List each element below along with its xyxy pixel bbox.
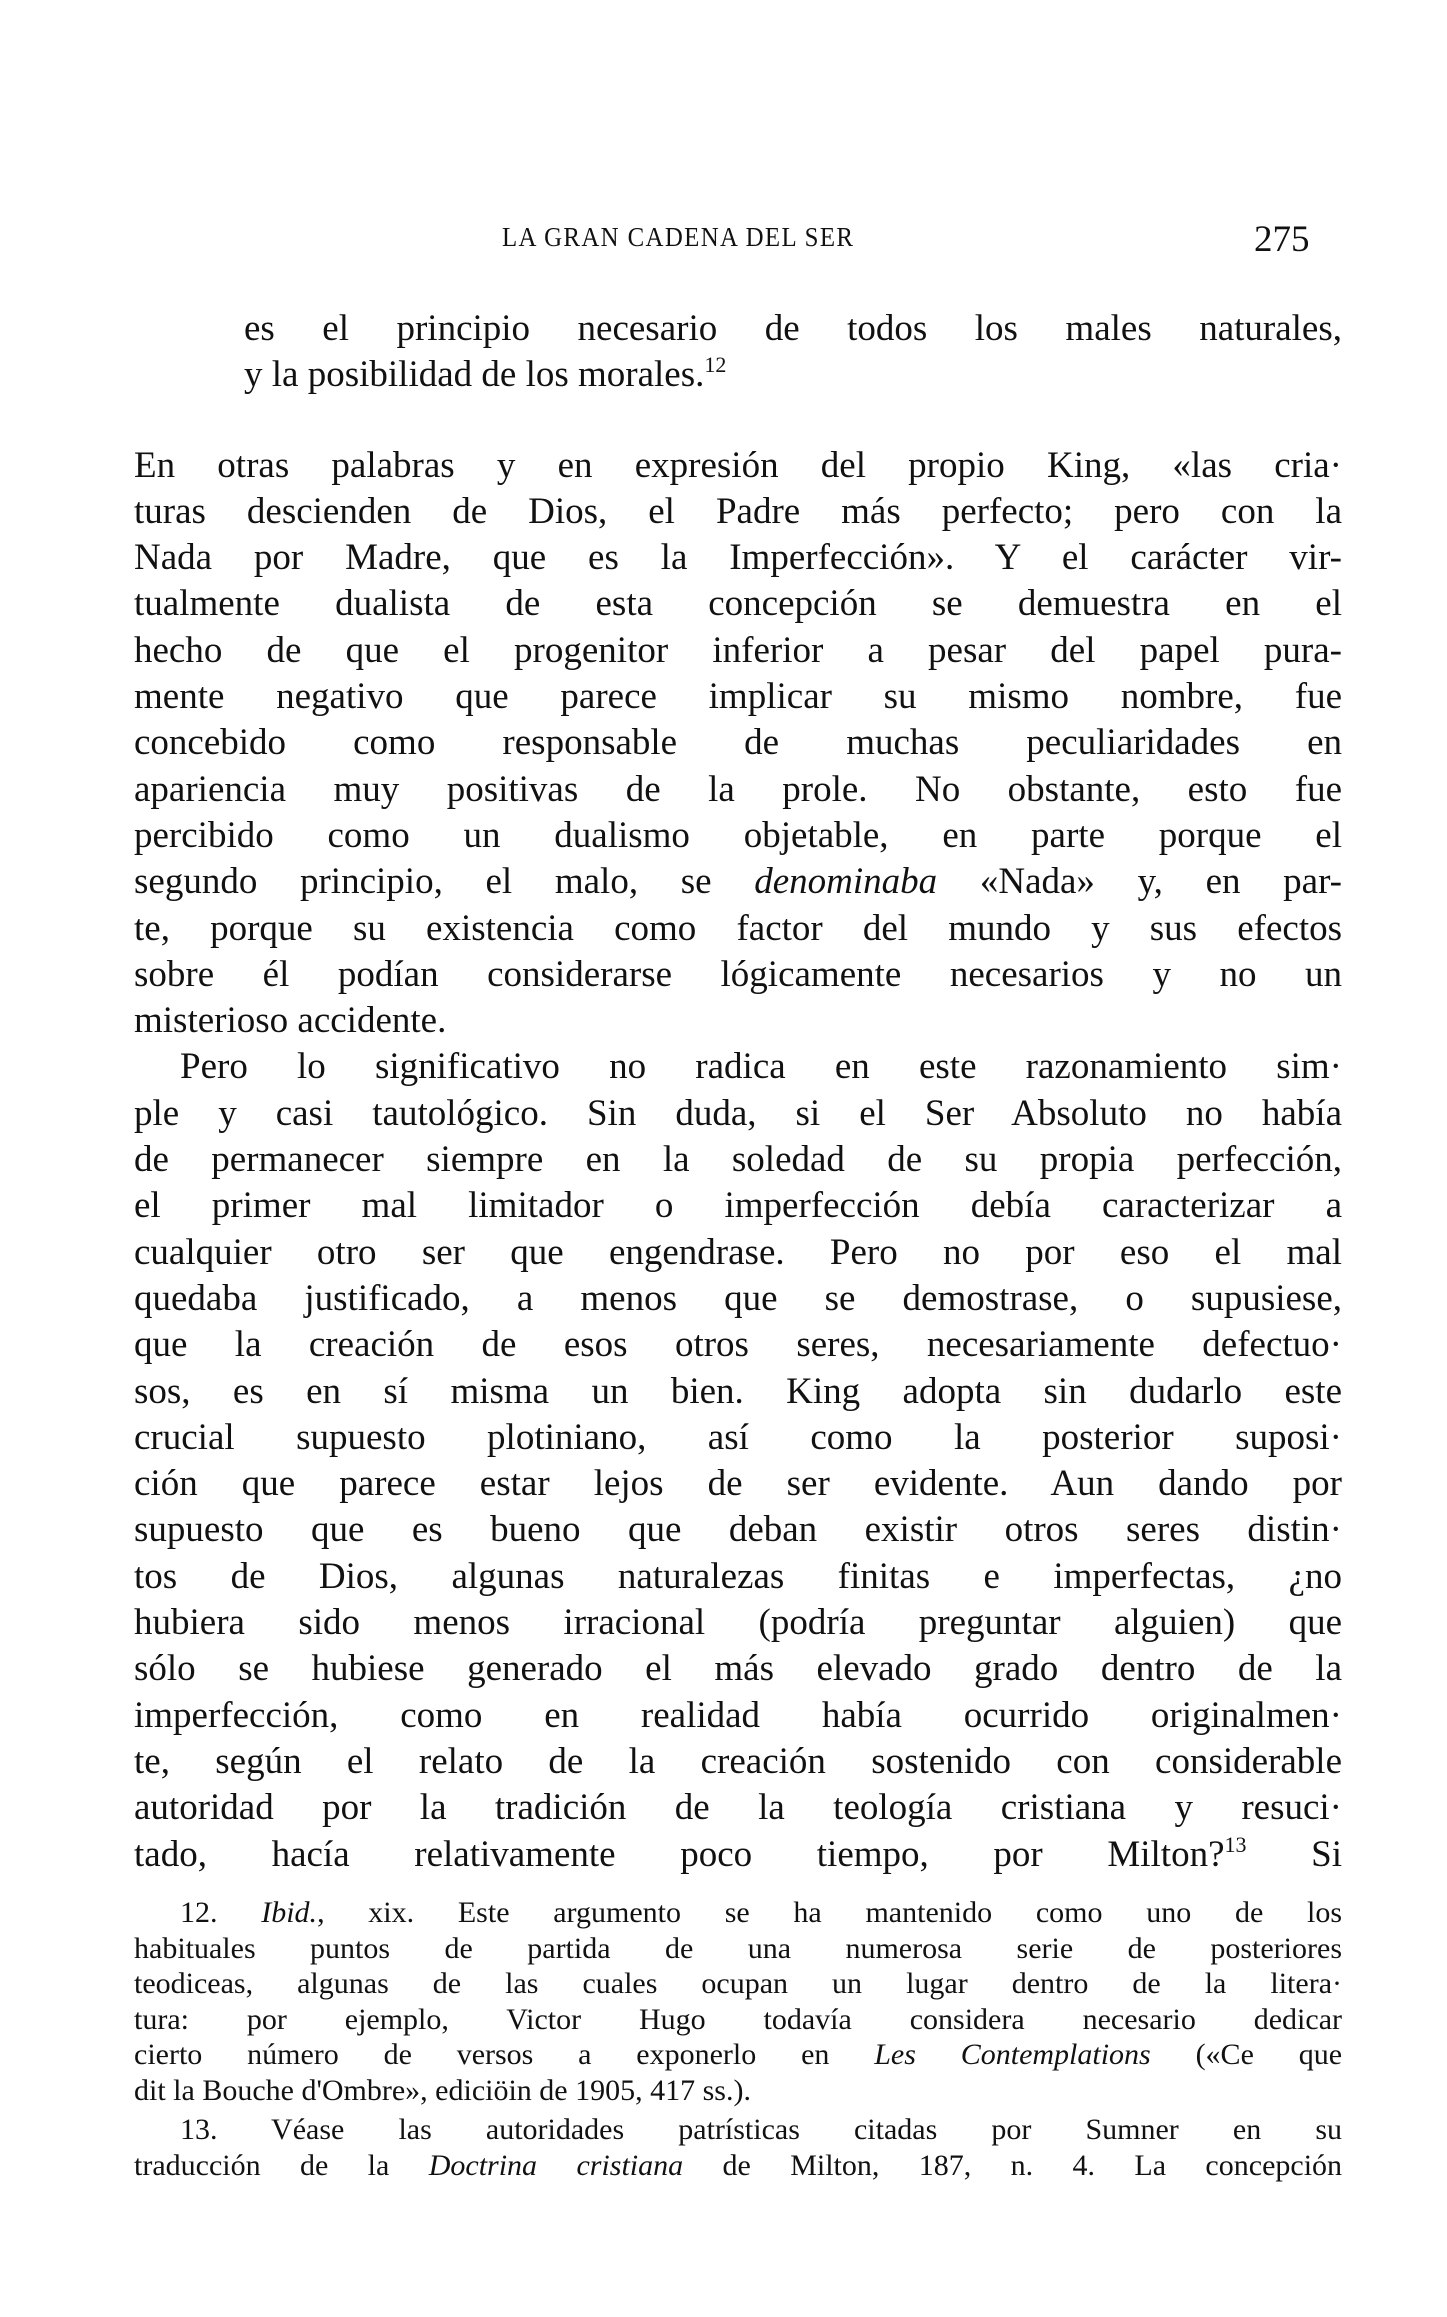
page-number: 275 [1254,219,1310,260]
paragraph-1-line: sobre él podían considerarse lógicamente necesarios y no un [134,953,1342,995]
paragraph-1-line: te, porque su existencia como factor del mundo y sus efectos [134,907,1342,949]
line-text: Si [1311,1833,1343,1875]
paragraph-1-line: misterioso accidente. [134,1000,447,1042]
paragraph-2-line: imperfección, como en realidad había ocurrido originalmen· [134,1694,1342,1736]
paragraph-2-line: hubiera sido menos irracional (podría preguntar alguien) que [134,1602,1342,1644]
paragraph-2-line: de permanecer siempre en la soledad de su propia perfección, [134,1139,1342,1181]
paragraph-1-line: En otras palabras y en expresión del propio King, «las cria· [134,444,1342,486]
body-text [134,306,1342,1878]
quote-line [134,352,1342,398]
paragraph-2-line: ción que parece estar lejos de ser evidente. Aun dando por [134,1463,1342,1505]
italic-title: Doctrina cristiana [428,2148,684,2182]
footnote-ref-13[interactable]: 13 [1224,1831,1247,1857]
paragraph-2-line: supuesto que es bueno que deban existir otros seres distin· [134,1509,1342,1551]
footnote-12-line: habituales puntos de partida de una numerosa serie de posteriores [134,1931,1342,1965]
line-text: cierto número de versos a exponerlo en [134,2038,830,2071]
line-text: traducción de la [134,2148,390,2182]
paragraph-2-line: autoridad por la tradición de la teología cristiana y resuci· [134,1787,1342,1829]
paragraph-1-line: apariencia muy positivas de la prole. No obstante, esto fue [134,768,1342,810]
running-head [0,218,1447,268]
paragraph-1-line [134,859,1342,905]
paragraph-1-line: concebido como responsable de muchas peculiaridades en [134,722,1342,764]
paragraph-2-line: quedaba justificado, a menos que se demostrase, o supusiese, [134,1277,1342,1319]
line-text: , xix. Este argumento se ha mantenido como uno de los [317,1896,1343,1929]
footnote-12-line: dit la Bouche d'Ombre», ediciöin de 1905, 417 ss.). [134,2073,751,2107]
quote-line: es el principio necesario de todos los males naturales, [244,308,1342,349]
line-text: segundo principio, el malo, se [134,861,712,903]
line-text: («Ce que [1195,2038,1343,2071]
paragraph-2-line: que la creación de esos otros seres, necesariamente defectuo· [134,1324,1342,1366]
footnote-ref-12[interactable]: 12 [704,352,727,378]
footnote-12-line: tura: por ejemplo, Victor Hugo todavía considera necesario dedicar [134,2002,1342,2036]
footnote-12-line [134,2037,1342,2073]
paragraph-1-line: percibido como un dualismo objetable, en parte porque el [134,814,1342,856]
paragraph-1-line: mente negativo que parece implicar su mismo nombre, fue [134,676,1342,718]
footnote-12-line: teodiceas, algunas de las cuales ocupan un lugar dentro de la litera· [134,1967,1342,2000]
paragraph-2-line: el primer mal limitador o imperfección debía caracterizar a [134,1185,1342,1227]
italic-term: Ibid. [261,1896,318,1929]
spacer [134,399,1342,443]
paragraph-2-line [134,1832,1342,1878]
paragraph-2-line: Pero lo significativo no radica en este razonamiento sim· [180,1046,1342,1088]
paragraph-2-line: te, según el relato de la creación sostenido con considerable [134,1740,1342,1782]
paragraph-2-line: sólo se hubiese generado el más elevado grado dentro de la [134,1648,1342,1690]
paragraph-1-line: turas descienden de Dios, el Padre más perfecto; pero con la [134,490,1342,532]
footnotes [134,1895,1342,2183]
footnote-number: 12. [180,1896,218,1929]
line-text: tado, hacía relativamente poco tiempo, por Milton? [134,1833,1225,1875]
paragraph-1-line: Nada por Madre, que es la Imperfección». Y el carácter vir- [134,537,1342,579]
paragraph-2-line: sos, es en sí misma un bien. King adopta sin dudarlo este [134,1370,1342,1412]
paragraph-1-line: hecho de que el progenitor inferior a pesar del papel pura- [134,629,1342,671]
paragraph-1-line: tualmente dualista de esta concepción se demuestra en el [134,583,1342,625]
footnote-13-line [134,2148,1342,2184]
running-title: LA GRAN CADENA DEL SER [502,222,855,252]
paragraph-2-line: crucial supuesto plotiniano, así como la posterior suposi· [134,1416,1342,1458]
italic-term: denominaba [754,861,938,903]
paragraph-2-line: cualquier otro ser que engendrase. Pero no por eso el mal [134,1231,1342,1273]
footnote-13-line: 13. Véase las autoridades patrísticas citadas por Sumner en su [180,2113,1342,2146]
quote-line-text: y la posibilidad de los morales. [244,354,705,396]
line-text: «Nada» y, en par- [979,861,1342,903]
footnote-12-line [134,1895,1342,1931]
paragraph-2-line: tos de Dios, algunas naturalezas finitas e imperfectas, ¿no [134,1555,1342,1597]
paragraph-2-line: ple y casi tautológico. Sin duda, si el Ser Absoluto no había [134,1092,1342,1134]
line-text: de Milton, 187, n. 4. La concepción [722,2148,1343,2182]
italic-title: Les Contemplations [874,2038,1151,2071]
